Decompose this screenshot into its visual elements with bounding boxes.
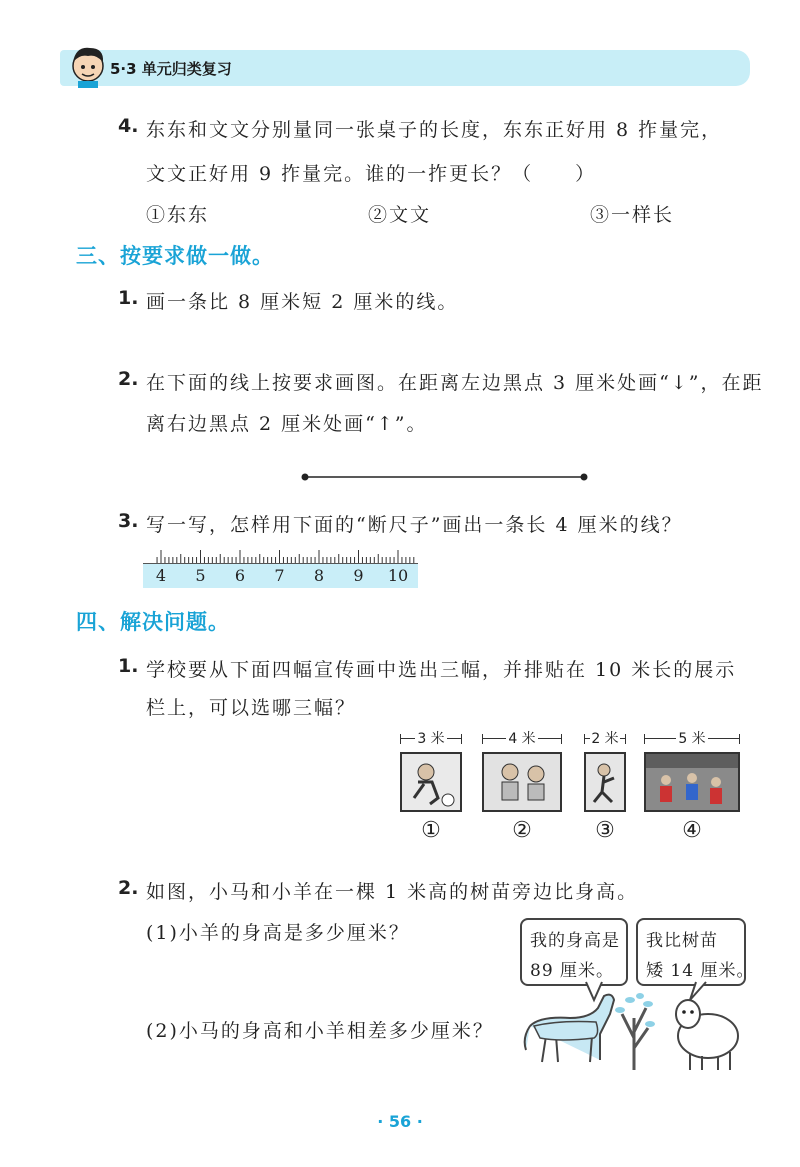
question-text-line2: 文文正好用 9 拃量完。谁的一拃更长？（ ）: [146, 163, 597, 185]
sub-question-1: (1)小羊的身高是多少厘米？: [146, 922, 410, 944]
width-label: 4 米: [482, 728, 562, 748]
ruler-tick-label: 10: [387, 566, 409, 585]
header-title: 5·3 单元归类复习: [110, 60, 232, 78]
question-number: 1.: [118, 287, 139, 309]
poster-image: [482, 752, 562, 812]
poster-index: ③: [595, 818, 615, 843]
poster-image: [584, 752, 626, 812]
width-label: 3 米: [400, 728, 462, 748]
option-a: ①东东: [146, 204, 210, 226]
poster-2: [482, 728, 562, 843]
horse-sapling-sheep-illustration: [520, 978, 760, 1074]
question-text: 写一写，怎样用下面的“断尺子”画出一条长 4 厘米的线？: [146, 514, 683, 536]
bubble-text-line1: 我的身高是: [530, 931, 620, 951]
ruler-tick-label: 4: [155, 566, 167, 585]
question-text-line2: 栏上，可以选哪三幅？: [146, 697, 357, 719]
sheep-icon: [676, 1000, 738, 1070]
broken-ruler: [143, 548, 418, 588]
ruler-tick-marks: [143, 548, 418, 564]
question-number: 4.: [118, 115, 139, 137]
section-title: 三、按要求做一做。: [76, 244, 274, 268]
option-b: ②文文: [368, 204, 432, 226]
segment-with-dots: [300, 470, 590, 484]
poster-index: ①: [421, 818, 441, 843]
sub-question-2: (2)小马的身高和小羊相差多少厘米？: [146, 1020, 494, 1042]
width-label: 2 米: [584, 728, 626, 748]
section-title: 四、解决问题。: [76, 610, 230, 634]
poster-1: [400, 728, 462, 843]
option-c: ③一样长: [590, 204, 675, 226]
poster-index: ②: [512, 818, 532, 843]
question-text-line1: 学校要从下面四幅宣传画中选出三幅，并排贴在 10 米长的展示: [146, 659, 737, 681]
ruler-tick-label: 7: [274, 566, 285, 585]
question-text-line2: 离右边黑点 2 厘米处画“↑”。: [146, 413, 428, 435]
poster-image: [644, 752, 740, 812]
ruler-tick-label: 9: [353, 566, 364, 585]
question-text: 画一条比 8 厘米短 2 厘米的线。: [146, 291, 459, 313]
width-label: 5 米: [644, 728, 740, 748]
bubble-text-line2: 矮 14 厘米。: [646, 961, 755, 981]
ruler-tick-label: 5: [195, 566, 206, 585]
question-number: 1.: [118, 655, 139, 677]
sheep-speech-bubble: [636, 918, 755, 986]
ruler-tick-label: 8: [313, 566, 325, 585]
poster-3: [584, 728, 626, 843]
horse-icon: [525, 995, 614, 1062]
poster-4: [644, 728, 740, 843]
ruler-labels: [143, 564, 418, 586]
bubble-text-line2: 89 厘米。: [530, 961, 615, 981]
posters-group: [400, 728, 740, 848]
horse-speech-bubble: [520, 918, 628, 986]
question-number: 2.: [118, 368, 139, 390]
poster-image: [400, 752, 462, 812]
question-number: 3.: [118, 510, 139, 532]
ruler-tick-label: 6: [234, 566, 246, 585]
bubble-text-line1: 我比树苗: [646, 931, 718, 951]
sapling-icon: [615, 993, 655, 1070]
question-number: 2.: [118, 877, 139, 899]
question-text-line1: 在下面的线上按要求画图。在距离左边黑点 3 厘米处画“↓”，在距: [146, 372, 764, 394]
mascot-boy-icon: [66, 40, 110, 88]
question-text-line1: 东东和文文分别量同一张桌子的长度，东东正好用 8 拃量完，: [146, 119, 723, 141]
page-number: · 56 ·: [377, 1112, 423, 1131]
question-text: 如图，小马和小羊在一棵 1 米高的树苗旁边比身高。: [146, 881, 639, 903]
poster-index: ④: [682, 818, 702, 843]
